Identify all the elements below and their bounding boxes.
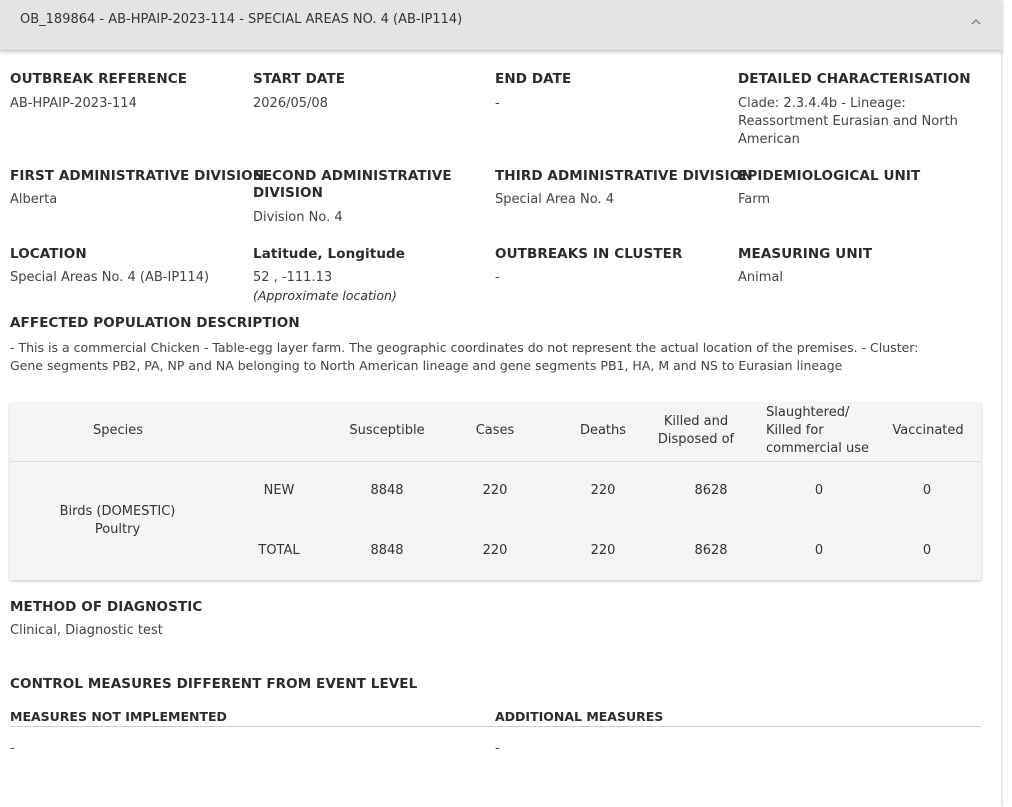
outbreak-title: OB_189864 - AB-HPAIP-2023-114 - SPECIAL AREAS NO. 4 (AB-IP114) [20, 12, 463, 27]
measures-not-implemented-label: MEASURES NOT IMPLEMENTED [10, 709, 227, 724]
outbreaks-in-cluster-label: OUTBREAKS IN CLUSTER [495, 246, 683, 262]
col-header-cases: Cases [475, 423, 515, 438]
affected-population-line2: Gene segments PB2, PA, NP and NA belonging to North American lineage and gene segments PB1, HA, M and NS to Eurasian lineage [10, 358, 843, 373]
affected-population-label: AFFECTED POPULATION DESCRIPTION [10, 315, 300, 331]
col-header-vaccinated: Vaccinated [892, 423, 964, 438]
row-total-type: TOTAL [258, 543, 300, 558]
latlng-value: 52 , -111.13 [253, 270, 333, 285]
col-header-killed-line2: Disposed of [657, 432, 735, 447]
outbreak-reference-value: AB-HPAIP-2023-114 [10, 96, 137, 111]
outbreak-panel-header[interactable] [0, 0, 1002, 51]
measuring-unit-label: MEASURING UNIT [738, 246, 873, 262]
end-date-label: END DATE [495, 71, 572, 87]
col-header-susceptible: Susceptible [349, 423, 425, 438]
end-date-value: - [495, 96, 500, 111]
location-label: LOCATION [10, 246, 87, 262]
col-header-species: Species [92, 423, 144, 438]
row-new-deaths: 220 [590, 483, 616, 498]
approximate-location-note: (Approximate location) [253, 288, 397, 303]
latlng-label: Latitude, Longitude [253, 246, 406, 262]
detailed-characterisation-line2: Reassortment Eurasian and North [738, 114, 958, 129]
additional-measures-label: ADDITIONAL MEASURES [495, 709, 664, 724]
epi-unit-label: EPIDEMIOLOGICAL UNIT [738, 168, 921, 184]
outbreaks-in-cluster-value: - [495, 270, 500, 285]
additional-measures-value: - [495, 741, 500, 756]
start-date-value: 2026/05/08 [253, 96, 328, 111]
row-total-vaccinated: 0 [922, 543, 932, 558]
row-total-killed: 8628 [694, 543, 728, 558]
third-admin-value: Special Area No. 4 [495, 192, 615, 207]
second-admin-label-line1: SECOND ADMINISTRATIVE [253, 168, 452, 184]
row-total-slaughtered: 0 [814, 543, 824, 558]
row-new-killed: 8628 [694, 483, 728, 498]
col-header-deaths: Deaths [579, 423, 627, 438]
col-header-slaughtered-line2: Killed for [766, 423, 824, 438]
table-header-divider [10, 461, 981, 462]
chevron-up-icon[interactable] [968, 14, 984, 30]
third-admin-label: THIRD ADMINISTRATIVE DIVISION [495, 168, 753, 184]
start-date-label: START DATE [253, 71, 346, 87]
first-admin-value: Alberta [10, 192, 58, 207]
outbreak-reference-label: OUTBREAK REFERENCE [10, 71, 188, 87]
detailed-characterisation-label: DETAILED CHARACTERISATION [738, 71, 971, 87]
row-total-cases: 220 [482, 543, 508, 558]
species-table [10, 403, 981, 580]
diagnostic-label: METHOD OF DIAGNOSTIC [10, 599, 203, 615]
measures-divider [10, 726, 981, 727]
col-header-slaughtered-line3: commercial use [766, 441, 869, 456]
row-new-cases: 220 [482, 483, 508, 498]
diagnostic-value: Clinical, Diagnostic test [10, 623, 163, 638]
row-new-type: NEW [263, 483, 295, 498]
affected-population-line1: - This is a commercial Chicken - Table-egg layer farm. The geographic coordinates do not represent the actual location of the premises. - Cluster: [10, 340, 919, 355]
epi-unit-value: Farm [738, 192, 771, 207]
second-admin-value: Division No. 4 [253, 210, 343, 225]
row-new-susceptible: 8848 [370, 483, 404, 498]
measuring-unit-value: Animal [738, 270, 783, 285]
location-value: Special Areas No. 4 (AB-IP114) [10, 270, 210, 285]
first-admin-label: FIRST ADMINISTRATIVE DIVISION [10, 168, 265, 184]
measures-not-implemented-value: - [10, 741, 15, 756]
second-admin-label-line2: DIVISION [253, 185, 324, 201]
control-measures-label: CONTROL MEASURES DIFFERENT FROM EVENT LEVEL [10, 676, 418, 692]
col-header-slaughtered-line1: Slaughtered/ [766, 405, 850, 420]
species-name-line1: Birds (DOMESTIC) [59, 504, 176, 519]
row-new-vaccinated: 0 [922, 483, 932, 498]
species-name-line2: Poultry [94, 522, 141, 537]
detailed-characterisation-line1: Clade: 2.3.4.4b - Lineage: [738, 96, 906, 111]
col-header-killed-line1: Killed and [663, 414, 729, 429]
row-new-slaughtered: 0 [814, 483, 824, 498]
detailed-characterisation-line3: American [738, 132, 800, 147]
row-total-deaths: 220 [590, 543, 616, 558]
row-total-susceptible: 8848 [370, 543, 404, 558]
